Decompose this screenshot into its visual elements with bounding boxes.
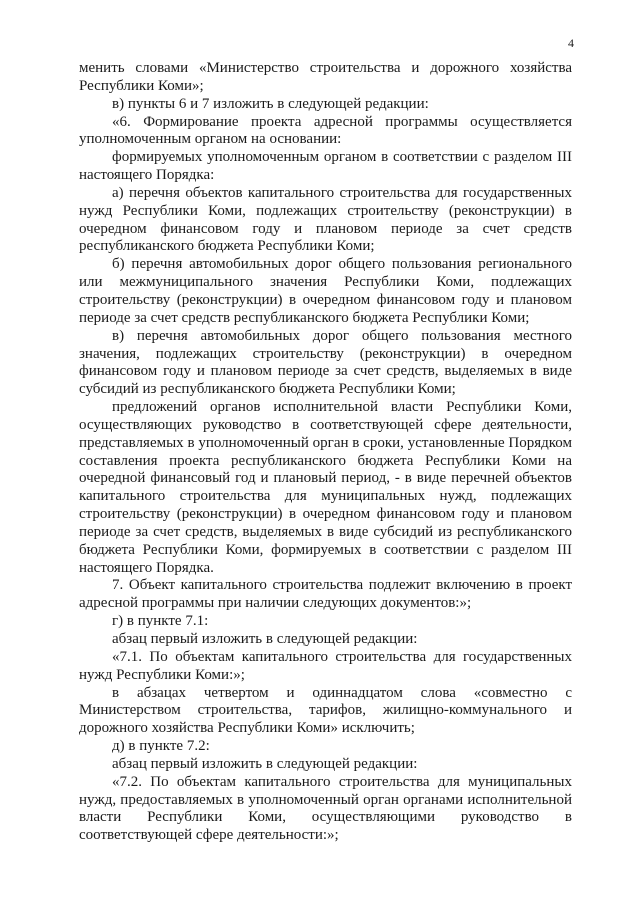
paragraph: «7.1. По объектам капитального строительства для государственных нужд Республики Коми:»;	[79, 648, 572, 683]
paragraph: абзац первый изложить в следующей редакции:	[112, 755, 418, 772]
paragraph: в) перечня автомобильных дорог общего пользования местного значения, подлежащих строительству (реконструкции) в очередном финансовом году и плановом периоде за счет средств, выделяемых в виде субсидий из республиканского бюджета Республики Коми;	[79, 327, 572, 398]
paragraph: абзац первый изложить в следующей редакции:	[112, 631, 418, 647]
paragraph: д) в пункте 7.2:	[112, 738, 210, 755]
paragraph: б) перечня автомобильных дорог общего пользования регионального или межмуниципального значения Республики Коми, подлежащих строительству (реконструкции) в очередном финансовом году и плановом периоде за счет средств республиканского бюджета Республики Коми;	[79, 256, 572, 326]
paragraph: в абзацах четвертом и одиннадцатом слова «совместно с Министерством строительства, тарифов, жилищно-коммунального и дорожного хозяйства Республики Коми» исключить;	[79, 684, 572, 737]
page-number: 4	[568, 36, 574, 50]
paragraph: г) в пункте 7.1:	[112, 613, 209, 630]
paragraph: формируемых уполномоченным органом в соответствии с разделом III настоящего Порядка:	[79, 149, 572, 184]
paragraph: «6. Формирование проекта адресной программы осуществляется уполномоченным органом на основании:	[79, 113, 572, 148]
paragraph: предложений органов исполнительной власти Республики Коми, осуществляющих руководство в соответствующей сфере деятельности, представляемых в уполномоченный орган в сроки, установленные Порядком составления проекта республиканского бюджета Республики Коми на очередной финансовый год и плановый период, - в виде перечней объектов капитального строительства для муниципальных нужд, подлежащих строительству (реконструкции) в очередном финансовом году и плановом периоде за счет средств, выделяемых в виде субсидий из республиканского бюджета Республики Коми, формируемых в соответствии с разделом III настоящего Порядка.	[79, 399, 572, 576]
paragraph: менить словами «Министерство строительства и дорожного хозяйства Республики Коми»;	[79, 60, 572, 94]
paragraph: «7.2. По объектам капитального строительства для муниципальных нужд, предоставляемых в уполномоченный орган органами исполнительной власти Республики Коми, осуществляющими руководство в соответствующей сфере деятельности:»;	[79, 773, 572, 844]
paragraph: в) пункты 6 и 7 изложить в следующей редакции:	[112, 95, 429, 112]
document-body	[79, 60, 572, 845]
paragraph: 7. Объект капитального строительства подлежит включению в проект адресной программы при наличии следующих документов:»;	[79, 577, 572, 612]
paragraph: а) перечня объектов капитального строительства для государственных нужд Республики Коми, подлежащих строительству (реконструкции) в очередном финансовом году и плановом периоде за счет средств республиканского бюджета Республики Коми;	[79, 184, 572, 255]
